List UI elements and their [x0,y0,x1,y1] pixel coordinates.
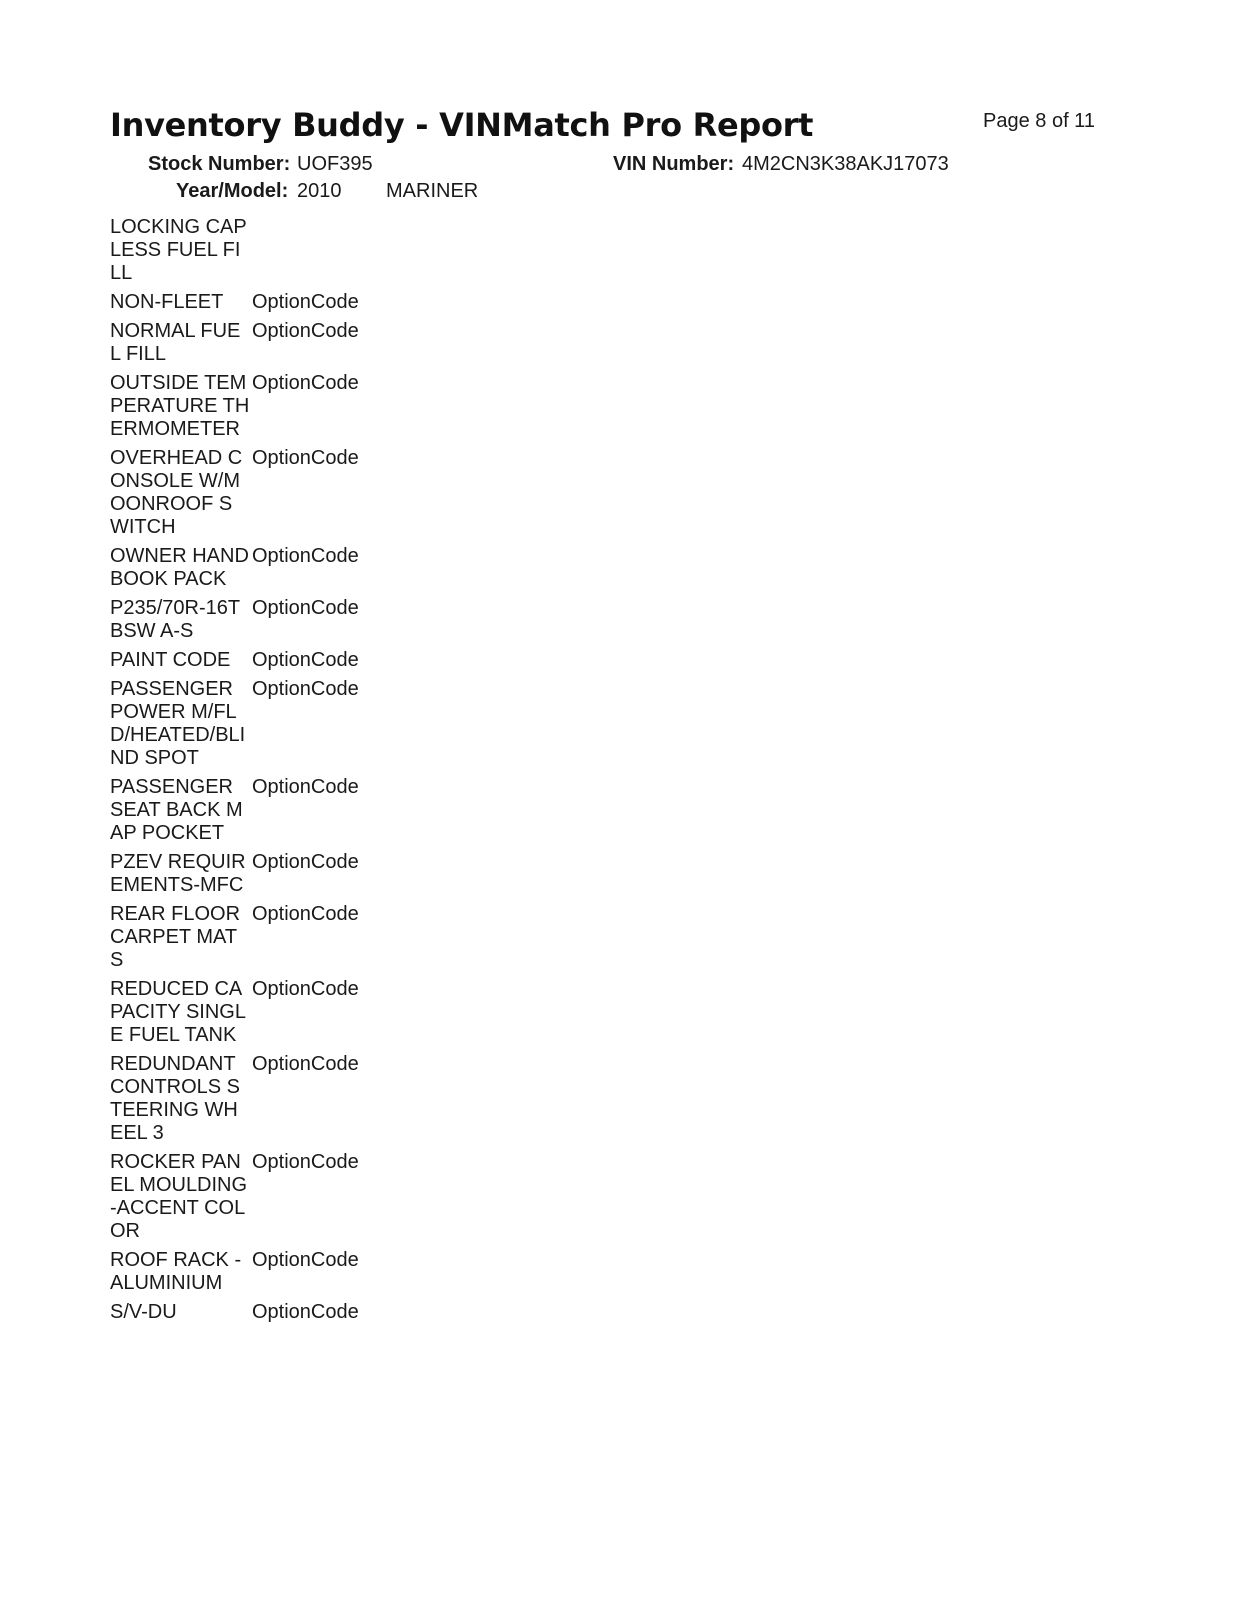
option-name: S/V-DU [110,1301,177,1323]
option-row [110,597,510,643]
option-row [110,291,510,314]
option-name: REDUNDANT CONTROLS STEERING WHEEL 3 [110,1053,241,1144]
option-code: OptionCode [252,291,359,313]
model-value: MARINER [386,180,479,202]
option-name: PAINT CODE [110,649,231,671]
option-code: OptionCode [252,372,359,394]
option-code: OptionCode [252,678,359,700]
year-value: 2010 [297,180,342,202]
options-list [110,216,510,1330]
option-row [110,978,510,1047]
option-row [110,649,510,672]
option-row [110,903,510,972]
option-name: OVERHEAD CONSOLE W/MOONROOF SWITCH [110,447,243,538]
option-name: NORMAL FUEL FILL [110,320,241,365]
option-row [110,545,510,591]
option-row [110,372,510,441]
option-code: OptionCode [252,776,359,798]
option-row [110,320,510,366]
vin-number-label: VIN Number: [613,153,735,175]
option-name: PZEV REQUIREMENTS-MFC [110,851,246,896]
option-name: PASSENGER POWER M/FLD/HEATED/BLIND SPOT [110,678,246,769]
year-model-label: Year/Model: [176,180,289,202]
vin-number-value: 4M2CN3K38AKJ17073 [742,153,949,175]
option-code: OptionCode [252,851,359,873]
option-row [110,851,510,897]
page-number: Page 8 of 11 [983,110,1095,132]
stock-number-value: UOF395 [297,153,373,175]
option-name: LOCKING CAPLESS FUEL FILL [110,216,247,284]
option-code: OptionCode [252,1249,359,1271]
stock-number-label: Stock Number: [148,153,291,175]
option-name: ROCKER PANEL MOULDING-ACCENT COLOR [110,1151,248,1242]
option-name: P235/70R-16T BSW A-S [110,597,240,642]
option-code: OptionCode [252,1301,359,1323]
option-row [110,216,510,285]
option-code: OptionCode [252,978,359,1000]
option-row [110,447,510,539]
option-row [110,1301,510,1324]
option-code: OptionCode [252,320,359,342]
option-code: OptionCode [252,597,359,619]
option-row [110,1053,510,1145]
option-name: PASSENGER SEAT BACK MAP POCKET [110,776,243,844]
report-title: Inventory Buddy - VINMatch Pro Report [110,106,814,144]
option-row [110,678,510,770]
option-name: OUTSIDE TEMPERATURE THERMOMETER [110,372,250,440]
option-row [110,1249,510,1295]
option-code: OptionCode [252,649,359,671]
option-row [110,776,510,845]
option-name: ROOF RACK - ALUMINIUM [110,1249,242,1294]
option-name: OWNER HAND BOOK PACK [110,545,249,590]
option-name: REDUCED CAPACITY SINGLE FUEL TANK [110,978,246,1046]
option-code: OptionCode [252,545,359,567]
option-code: OptionCode [252,1151,359,1173]
option-code: OptionCode [252,903,359,925]
option-row [110,1151,510,1243]
option-code: OptionCode [252,1053,359,1075]
option-code: OptionCode [252,447,359,469]
option-name: NON-FLEET [110,291,224,313]
option-name: REAR FLOOR CARPET MATS [110,903,241,971]
